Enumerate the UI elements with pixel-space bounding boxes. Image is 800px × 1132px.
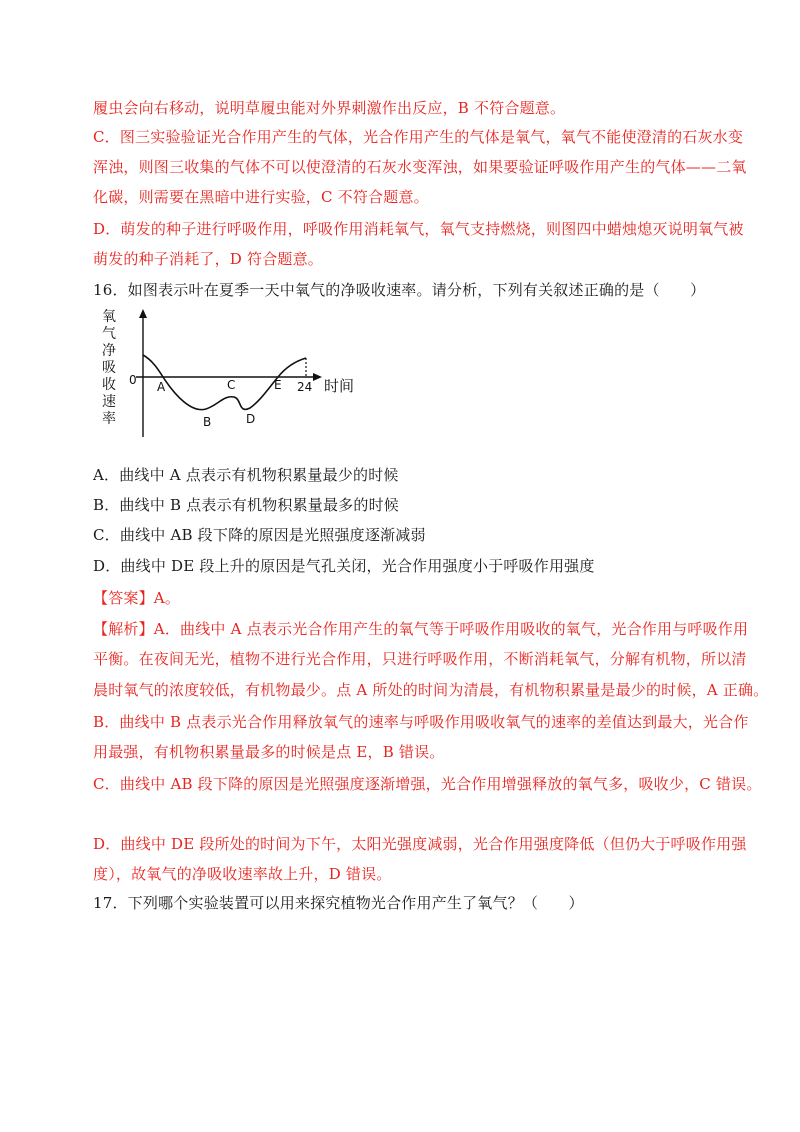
point-d-label: D bbox=[246, 412, 256, 426]
point-e-label: E bbox=[274, 378, 282, 392]
option-d: D．曲线中 DE 段上升的原因是气孔关闭，光合作用强度小于呼吸作用强度 bbox=[93, 557, 595, 575]
prev-answer-line: 履虫会向右移动，说明草履虫能对外界刺激作出反应，B 不符合题意。 bbox=[93, 99, 566, 117]
answer-label: 【答案】A。 bbox=[93, 589, 181, 607]
point-c-label: C bbox=[227, 378, 236, 392]
option-b: B．曲线中 B 点表示有机物积累量最多的时候 bbox=[93, 496, 399, 514]
x-axis-label: 时间 bbox=[324, 377, 355, 395]
y-axis-label-char: 吸 bbox=[102, 360, 116, 376]
analysis-line: B．曲线中 B 点表示光合作用释放氧气的速率与呼吸作用吸收氧气的速率的差值达到最大，光合作 bbox=[93, 713, 749, 731]
analysis-line: 平衡。在夜间无光，植物不进行光合作用，只进行呼吸作用，不断消耗氧气，分解有机物，所以清 bbox=[93, 650, 747, 668]
origin-label: 0 bbox=[129, 373, 137, 387]
analysis-line: 用最强，有机物积累量最多的时候是点 E，B 错误。 bbox=[93, 743, 445, 761]
question-17-stem: 17．下列哪个实验装置可以用来探究植物光合作用产生了氧气？（ ） bbox=[93, 894, 584, 912]
question-16-stem: 16．如图表示叶在夏季一天中氧气的净吸收速率。请分析，下列有关叙述正确的是（ ） bbox=[93, 281, 706, 299]
analysis-line: 度），故氧气的净吸收速率故上升，D 错误。 bbox=[93, 865, 392, 883]
y-axis-label-char: 速 bbox=[102, 394, 116, 410]
y-axis-label-char: 净 bbox=[102, 343, 116, 359]
analysis-line: C．曲线中 AB 段下降的原因是光照强度逐渐增强，光合作用增强释放的氧气多，吸收少，C 错误。 bbox=[93, 775, 762, 793]
prev-answer-line: 化碳，则需要在黑暗中进行实验，C 不符合题意。 bbox=[93, 188, 429, 206]
y-axis-arrow bbox=[139, 309, 147, 318]
analysis-line: 晨时氧气的浓度较低，有机物最少。点 A 所处的时间为清晨，有机物积累量是最少的时候，A 正确。 bbox=[93, 681, 769, 699]
option-c: C．曲线中 AB 段下降的原因是光照强度逐渐减弱 bbox=[93, 526, 426, 544]
prev-answer-line: 浑浊，则图三收集的气体不可以使澄清的石灰水变浑浊，如果要验证呼吸作用产生的气体——二氧 bbox=[93, 158, 747, 176]
analysis-line: 【解析】A．曲线中 A 点表示光合作用产生的氧气等于呼吸作用吸收的氧气，光合作用与呼吸作用 bbox=[93, 620, 749, 638]
analysis-line: D．曲线中 DE 段所处的时间为下午，太阳光强度减弱，光合作用强度降低（但仍大于呼吸作用强 bbox=[93, 835, 747, 853]
prev-answer-line: 萌发的种子消耗了，D 符合题意。 bbox=[93, 250, 323, 268]
y-axis-label-char: 收 bbox=[102, 377, 116, 393]
point-a-label: A bbox=[157, 380, 166, 394]
point-b-label: B bbox=[203, 415, 212, 429]
oxygen-rate-curve-figure bbox=[100, 305, 400, 445]
prev-answer-line: C．图三实验验证光合作用产生的气体，光合作用产生的气体是氧气，氧气不能使澄清的石灰水变 bbox=[93, 128, 744, 146]
prev-answer-line: D．萌发的种子进行呼吸作用，呼吸作用消耗氧气，氧气支持燃烧，则图四中蜡烛熄灭说明氧气被 bbox=[93, 220, 744, 238]
option-a: A．曲线中 A 点表示有机物积累量最少的时候 bbox=[93, 466, 399, 484]
y-axis-label-char: 率 bbox=[102, 411, 116, 427]
x-axis-arrow bbox=[313, 373, 322, 381]
y-axis-label-char: 气 bbox=[102, 326, 116, 342]
x-end-label: 24 bbox=[297, 380, 313, 394]
y-axis-label-char: 氧 bbox=[102, 309, 116, 325]
